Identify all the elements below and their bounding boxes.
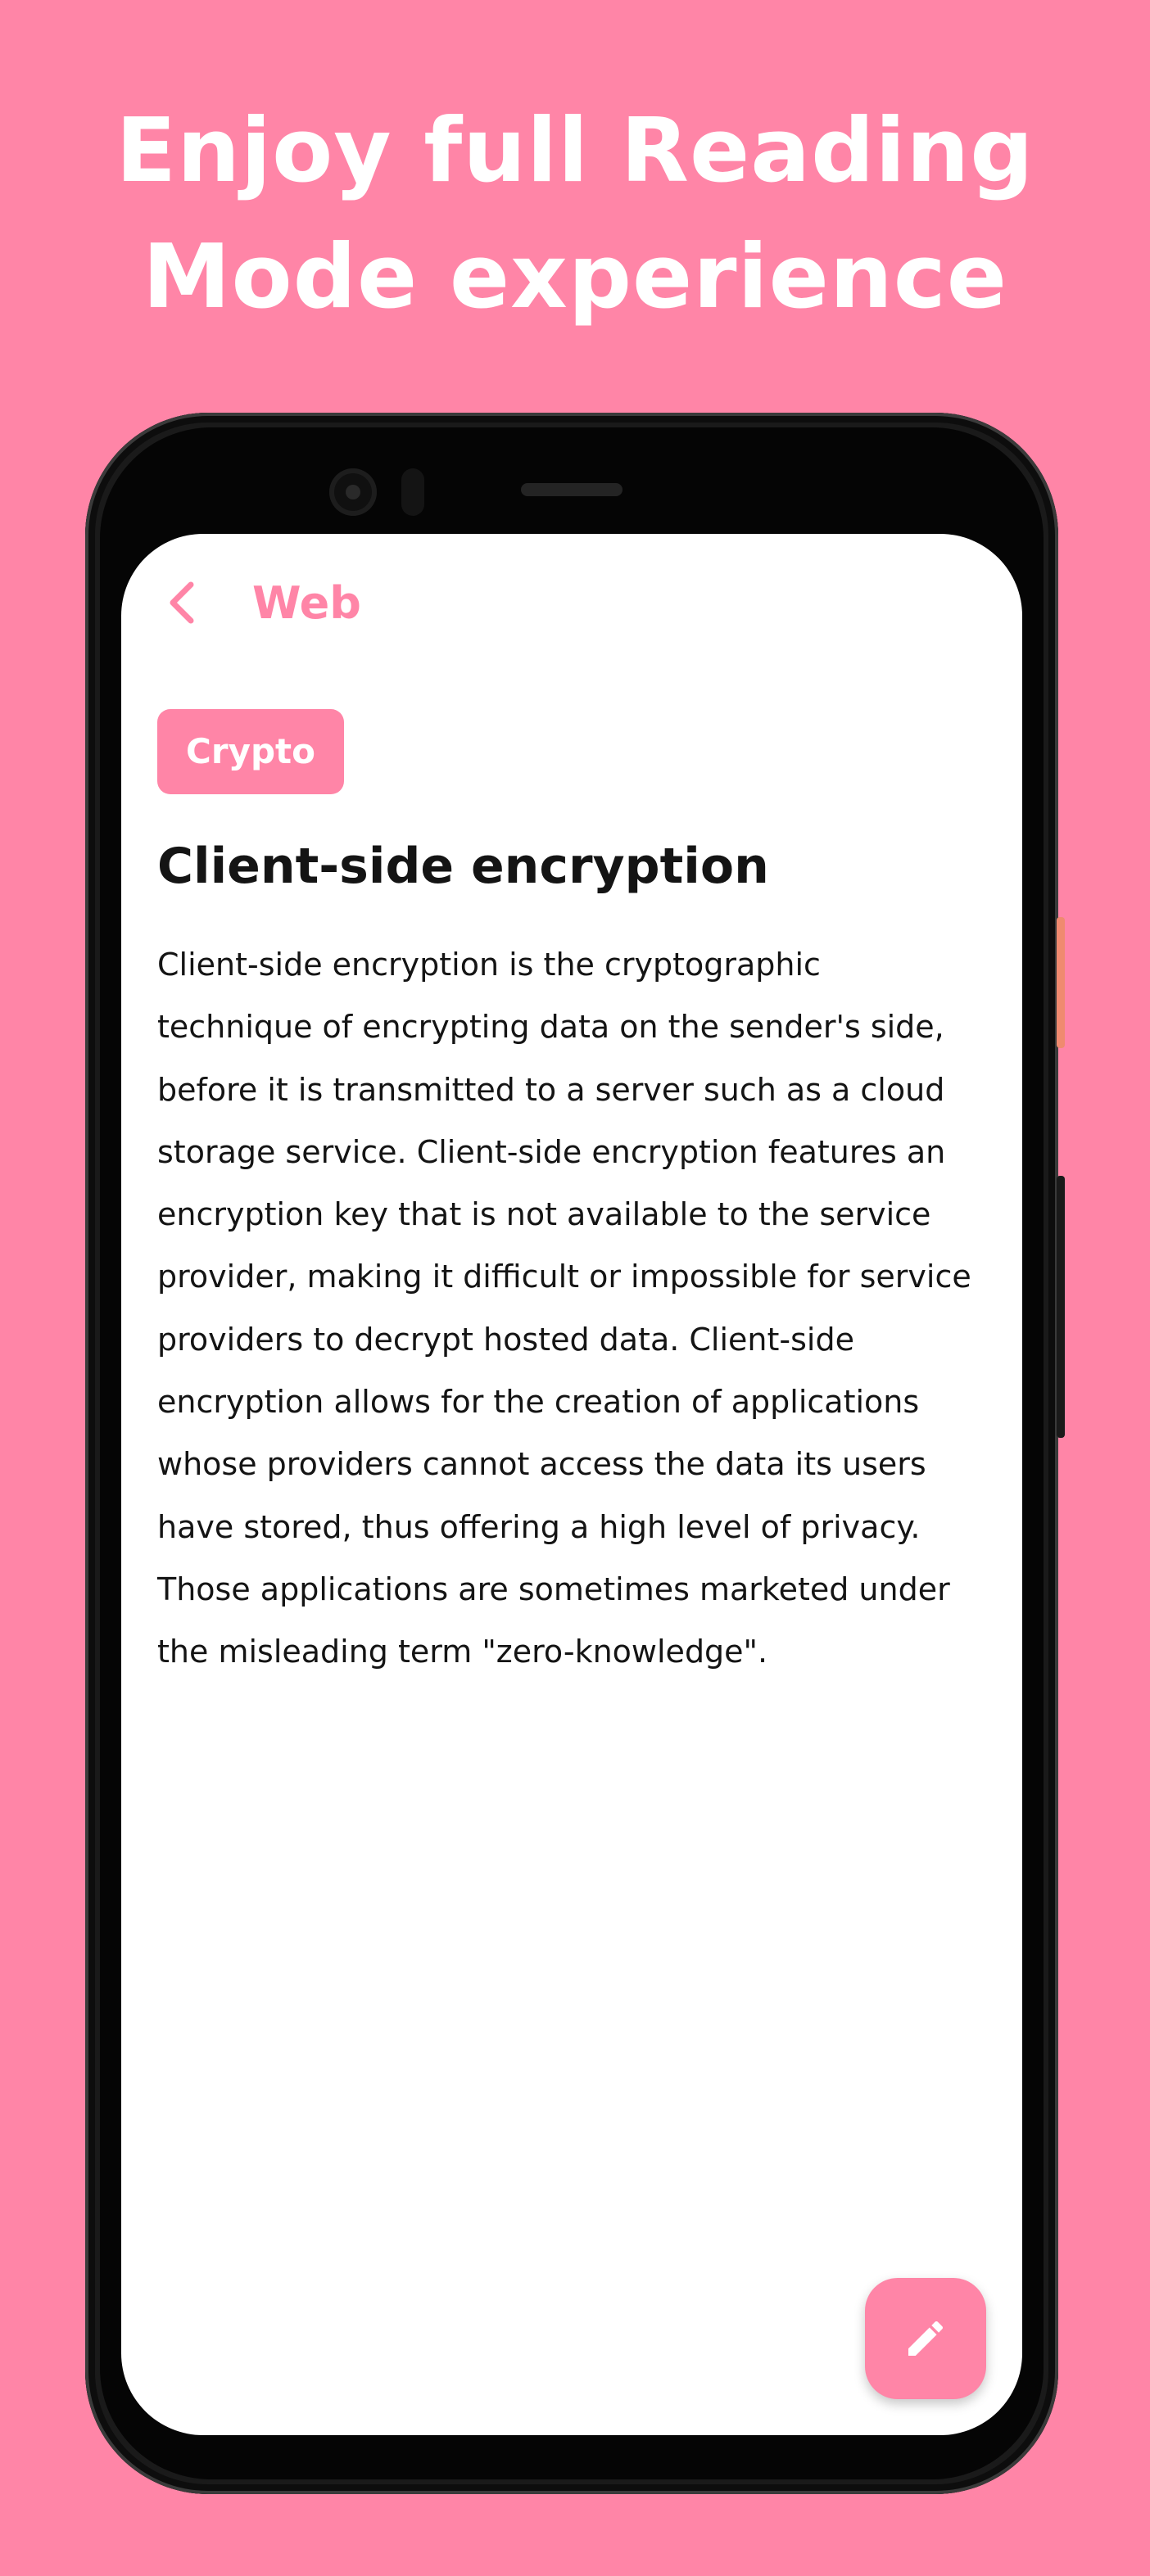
phone-side-button-power bbox=[1057, 917, 1065, 1048]
promo-headline bbox=[0, 88, 1150, 341]
note-body-line: technique of encrypting data on the sender's side, bbox=[157, 1009, 944, 1046]
tag-chip-crypto[interactable]: Crypto bbox=[157, 709, 344, 794]
front-camera bbox=[329, 468, 377, 516]
note-body bbox=[157, 933, 985, 1683]
promo-headline-line-1: Enjoy full Reading bbox=[115, 100, 1035, 202]
note-body-line: whose providers cannot access the data its users bbox=[157, 1446, 926, 1483]
note-body-line: provider, making it difficult or impossible for service bbox=[157, 1259, 971, 1295]
note-title: Client-side encryption bbox=[157, 838, 769, 895]
note-body-line: storage service. Client-side encryption features an bbox=[157, 1133, 946, 1170]
proximity-sensor bbox=[401, 468, 424, 516]
app-screen bbox=[121, 534, 1022, 2435]
note-body-line: encryption key that is not available to the service bbox=[157, 1196, 931, 1233]
earpiece-speaker bbox=[521, 483, 623, 496]
back-button[interactable] bbox=[154, 570, 211, 635]
note-body-line: Those applications are sometimes marketed under bbox=[157, 1570, 950, 1607]
chevron-left-icon bbox=[166, 578, 199, 627]
note-body-line: have stored, thus offering a high level of privacy. bbox=[157, 1508, 921, 1545]
phone-side-button-volume bbox=[1057, 1176, 1065, 1438]
folder-title: Web bbox=[252, 577, 361, 629]
app-bar bbox=[121, 534, 1022, 681]
note-body-line: the misleading term "zero-knowledge". bbox=[157, 1634, 768, 1670]
promo-headline-line-2: Mode experience bbox=[143, 226, 1007, 328]
edit-note-button[interactable] bbox=[865, 2278, 986, 2399]
note-body-line: providers to decrypt hosted data. Client-side bbox=[157, 1321, 854, 1358]
note-body-line: encryption allows for the creation of applications bbox=[157, 1384, 920, 1421]
note-body-line: before it is transmitted to a server such as a cloud bbox=[157, 1071, 945, 1108]
note-body-line: Client-side encryption is the cryptographic bbox=[157, 947, 821, 983]
pencil-edit-icon bbox=[903, 2316, 949, 2361]
